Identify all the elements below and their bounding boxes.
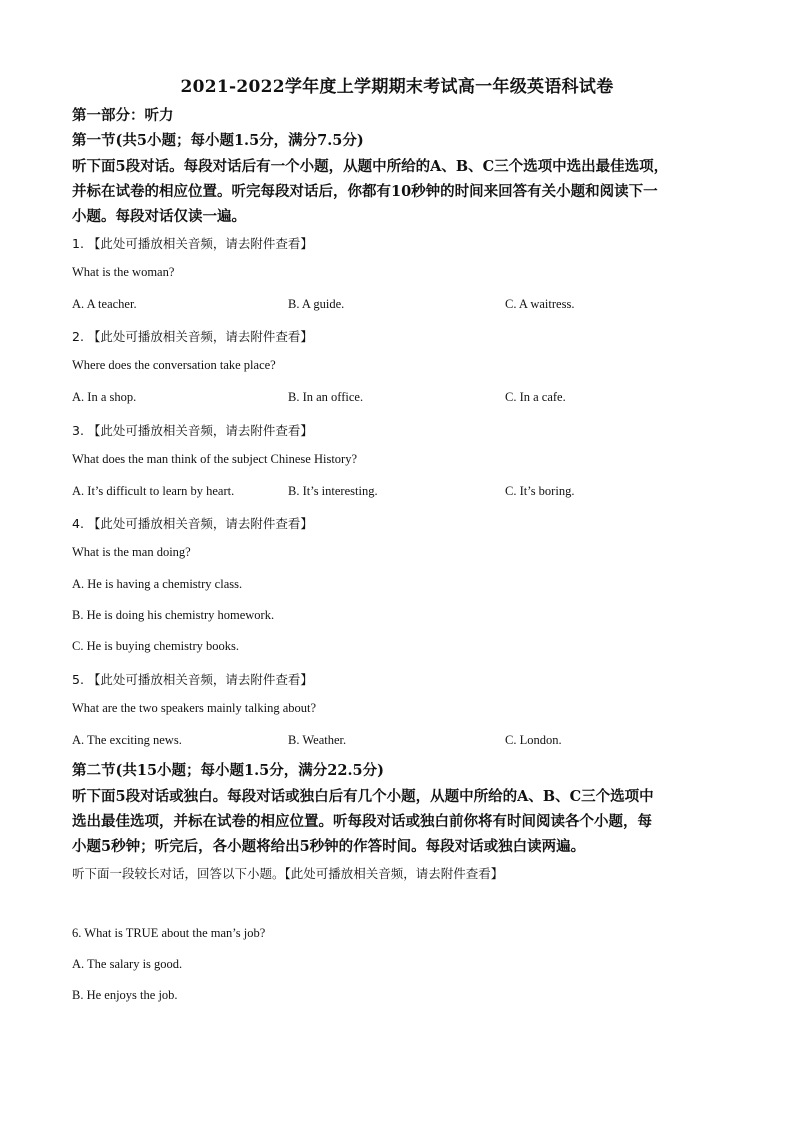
question-1-option-c: C. A waitress.: [505, 297, 575, 311]
section2-heading: 第二节(共15小题；每小题1.5分，满分22.5分): [72, 762, 384, 779]
section2-instructions-line1: 听下面5段对话或独白。每段对话或独白后有几个小题，从题中所给的A、B、C三个选项中: [72, 788, 654, 805]
question-2-text: Where does the conversation take place?: [72, 358, 276, 372]
question-3-option-a: A. It’s difficult to learn by heart.: [72, 484, 235, 498]
question-6-option-b: B. He enjoys the job.: [72, 988, 178, 1002]
question-2-option-b: B. In an office.: [288, 390, 364, 404]
question-3-text: What does the man think of the subject Chinese History?: [72, 452, 358, 466]
section1-instructions-line3: 小题。每段对话仅读一遍。: [72, 208, 246, 225]
section2-instructions-line3: 小题5秒钟；听完后，各小题将给出5秒钟的作答时间。每段对话或独白读两遍。: [72, 838, 586, 855]
page-title: 2021-2022学年度上学期期末考试高一年级英语科试卷: [180, 77, 614, 97]
question-5-text: What are the two speakers mainly talking about?: [72, 701, 317, 715]
audio-placeholder-1[interactable]: 1. 【此处可播放相关音频，请去附件查看】: [72, 236, 313, 251]
question-5-option-a: A. The exciting news.: [72, 733, 182, 747]
question-3-option-b: B. It’s interesting.: [288, 484, 378, 498]
part1-heading: 第一部分：听力: [72, 107, 174, 124]
section1-instructions-line1: 听下面5段对话。每段对话后有一个小题，从题中所给的A、B、C三个选项中选出最佳选项，: [72, 158, 669, 175]
section2-instructions-line2: 选出最佳选项，并标在试卷的相应位置。听每段对话或独白前你将有时间阅读各个小题，每: [72, 813, 652, 830]
question-5-option-c: C. London.: [505, 733, 562, 747]
audio-placeholder-4[interactable]: 4. 【此处可播放相关音频，请去附件查看】: [72, 516, 313, 531]
question-1-option-b: B. A guide.: [288, 297, 345, 311]
question-6-option-a: A. The salary is good.: [72, 957, 183, 971]
question-5-option-b: B. Weather.: [288, 733, 347, 747]
question-4-option-a: A. He is having a chemistry class.: [72, 577, 243, 591]
question-4-option-c: C. He is buying chemistry books.: [72, 639, 240, 653]
question-1-option-a: A. A teacher.: [72, 297, 137, 311]
question-4-text: What is the man doing?: [72, 545, 191, 559]
audio-placeholder-5[interactable]: 5. 【此处可播放相关音频，请去附件查看】: [72, 672, 313, 687]
question-2-option-c: C. In a cafe.: [505, 390, 566, 404]
question-4-option-b: B. He is doing his chemistry homework.: [72, 608, 275, 622]
section1-heading: 第一节(共5小题；每小题1.5分，满分7.5分): [72, 132, 364, 149]
section1-instructions-line2: 并标在试卷的相应位置。听完每段对话后，你都有10秒钟的时间来回答有关小题和阅读下一: [72, 183, 658, 200]
audio-placeholder-2[interactable]: 2. 【此处可播放相关音频，请去附件查看】: [72, 329, 313, 344]
question-3-option-c: C. It’s boring.: [505, 484, 575, 498]
question-2-option-a: A. In a shop.: [72, 390, 137, 404]
audio-placeholder-3[interactable]: 3. 【此处可播放相关音频，请去附件查看】: [72, 423, 313, 438]
section2-intro[interactable]: 听下面一段较长对话，回答以下小题。【此处可播放相关音频，请去附件查看】: [72, 866, 504, 881]
question-1-text: What is the woman?: [72, 265, 175, 279]
question-6-text: 6. What is TRUE about the man’s job?: [72, 926, 266, 940]
